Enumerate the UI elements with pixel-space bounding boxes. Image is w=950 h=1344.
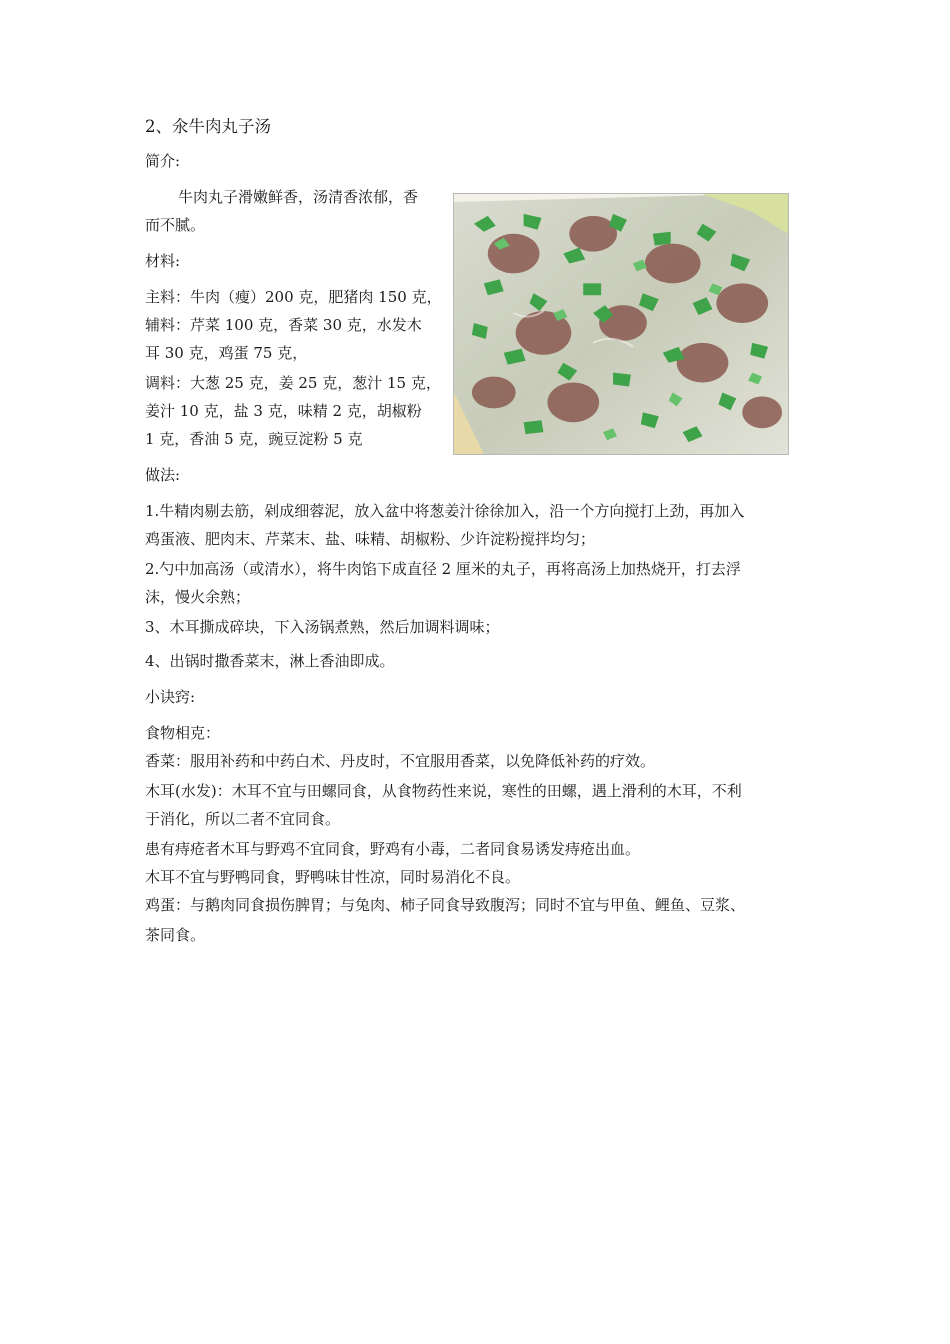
tips-line: 鸡蛋：与鹅肉同食损伤脾胃；与兔肉、柿子同食导致腹泻；同时不宜与甲鱼、鲤鱼、豆浆、 [145,896,746,914]
tips-line: 香菜：服用补药和中药白术、丹皮时，不宜服用香菜，以免降低补药的疗效。 [145,752,656,770]
materials-line: 耳 30 克，鸡蛋 75 克， [145,344,308,362]
intro-line: 而不腻。 [145,216,206,234]
intro-heading: 简介: [145,152,181,170]
materials-line: 调料：大葱 25 克，姜 25 克，葱汁 15 克， [145,374,441,392]
tips-line: 木耳(水发)：木耳不宜与田螺同食，从食物药性来说，寒性的田螺，遇上滑利的木耳，不利 [145,782,742,800]
soup-photo [453,193,789,455]
method-line: 3、木耳撕成碎块，下入汤锅煮熟，然后加调料调味； [145,618,500,636]
method-line: 2.勺中加高汤（或清水），将牛肉馅下成直径 2 厘米的丸子，再将高汤上加热烧开，打去浮 [145,560,741,578]
tips-line: 患有痔疮者木耳与野鸡不宜同食，野鸡有小毒，二者同食易诱发痔疮出血。 [145,840,641,858]
materials-line: 辅料：芹菜 100 克，香菜 30 克，水发木 [145,316,422,334]
method-heading: 做法: [145,466,181,484]
materials-line: 姜汁 10 克，盐 3 克，味精 2 克，胡椒粉 [145,402,422,420]
materials-line: 主料：牛肉（瘦）200 克，肥猪肉 150 克， [145,288,442,306]
method-line: 沫，慢火余熟； [145,588,251,606]
tips-line: 食物相克： [145,724,221,742]
soup-photo-illustration [454,194,788,454]
intro-line: 牛肉丸子滑嫩鲜香，汤清香浓郁，香 [178,188,419,206]
tips-line: 于消化，所以二者不宜同食。 [145,810,341,828]
tips-line: 木耳不宜与野鸭同食，野鸭味甘性凉，同时易消化不良。 [145,868,521,886]
materials-line: 1 克，香油 5 克，豌豆淀粉 5 克 [145,430,363,448]
method-line: 鸡蛋液、肥肉末、芹菜末、盐、味精、胡椒粉、少许淀粉搅拌均匀； [145,530,596,548]
tips-heading: 小诀窍: [145,688,196,706]
recipe-title: 2、氽牛肉丸子汤 [145,117,271,136]
tips-line: 茶同食。 [145,926,206,944]
materials-heading: 材料: [145,252,181,270]
method-line: 1.牛精肉剔去筋，剁成细蓉泥，放入盆中将葱姜汁徐徐加入，沿一个方向搅打上劲，再加入 [145,502,745,520]
method-line: 4、出锅时撒香菜末，淋上香油即成。 [145,652,395,670]
